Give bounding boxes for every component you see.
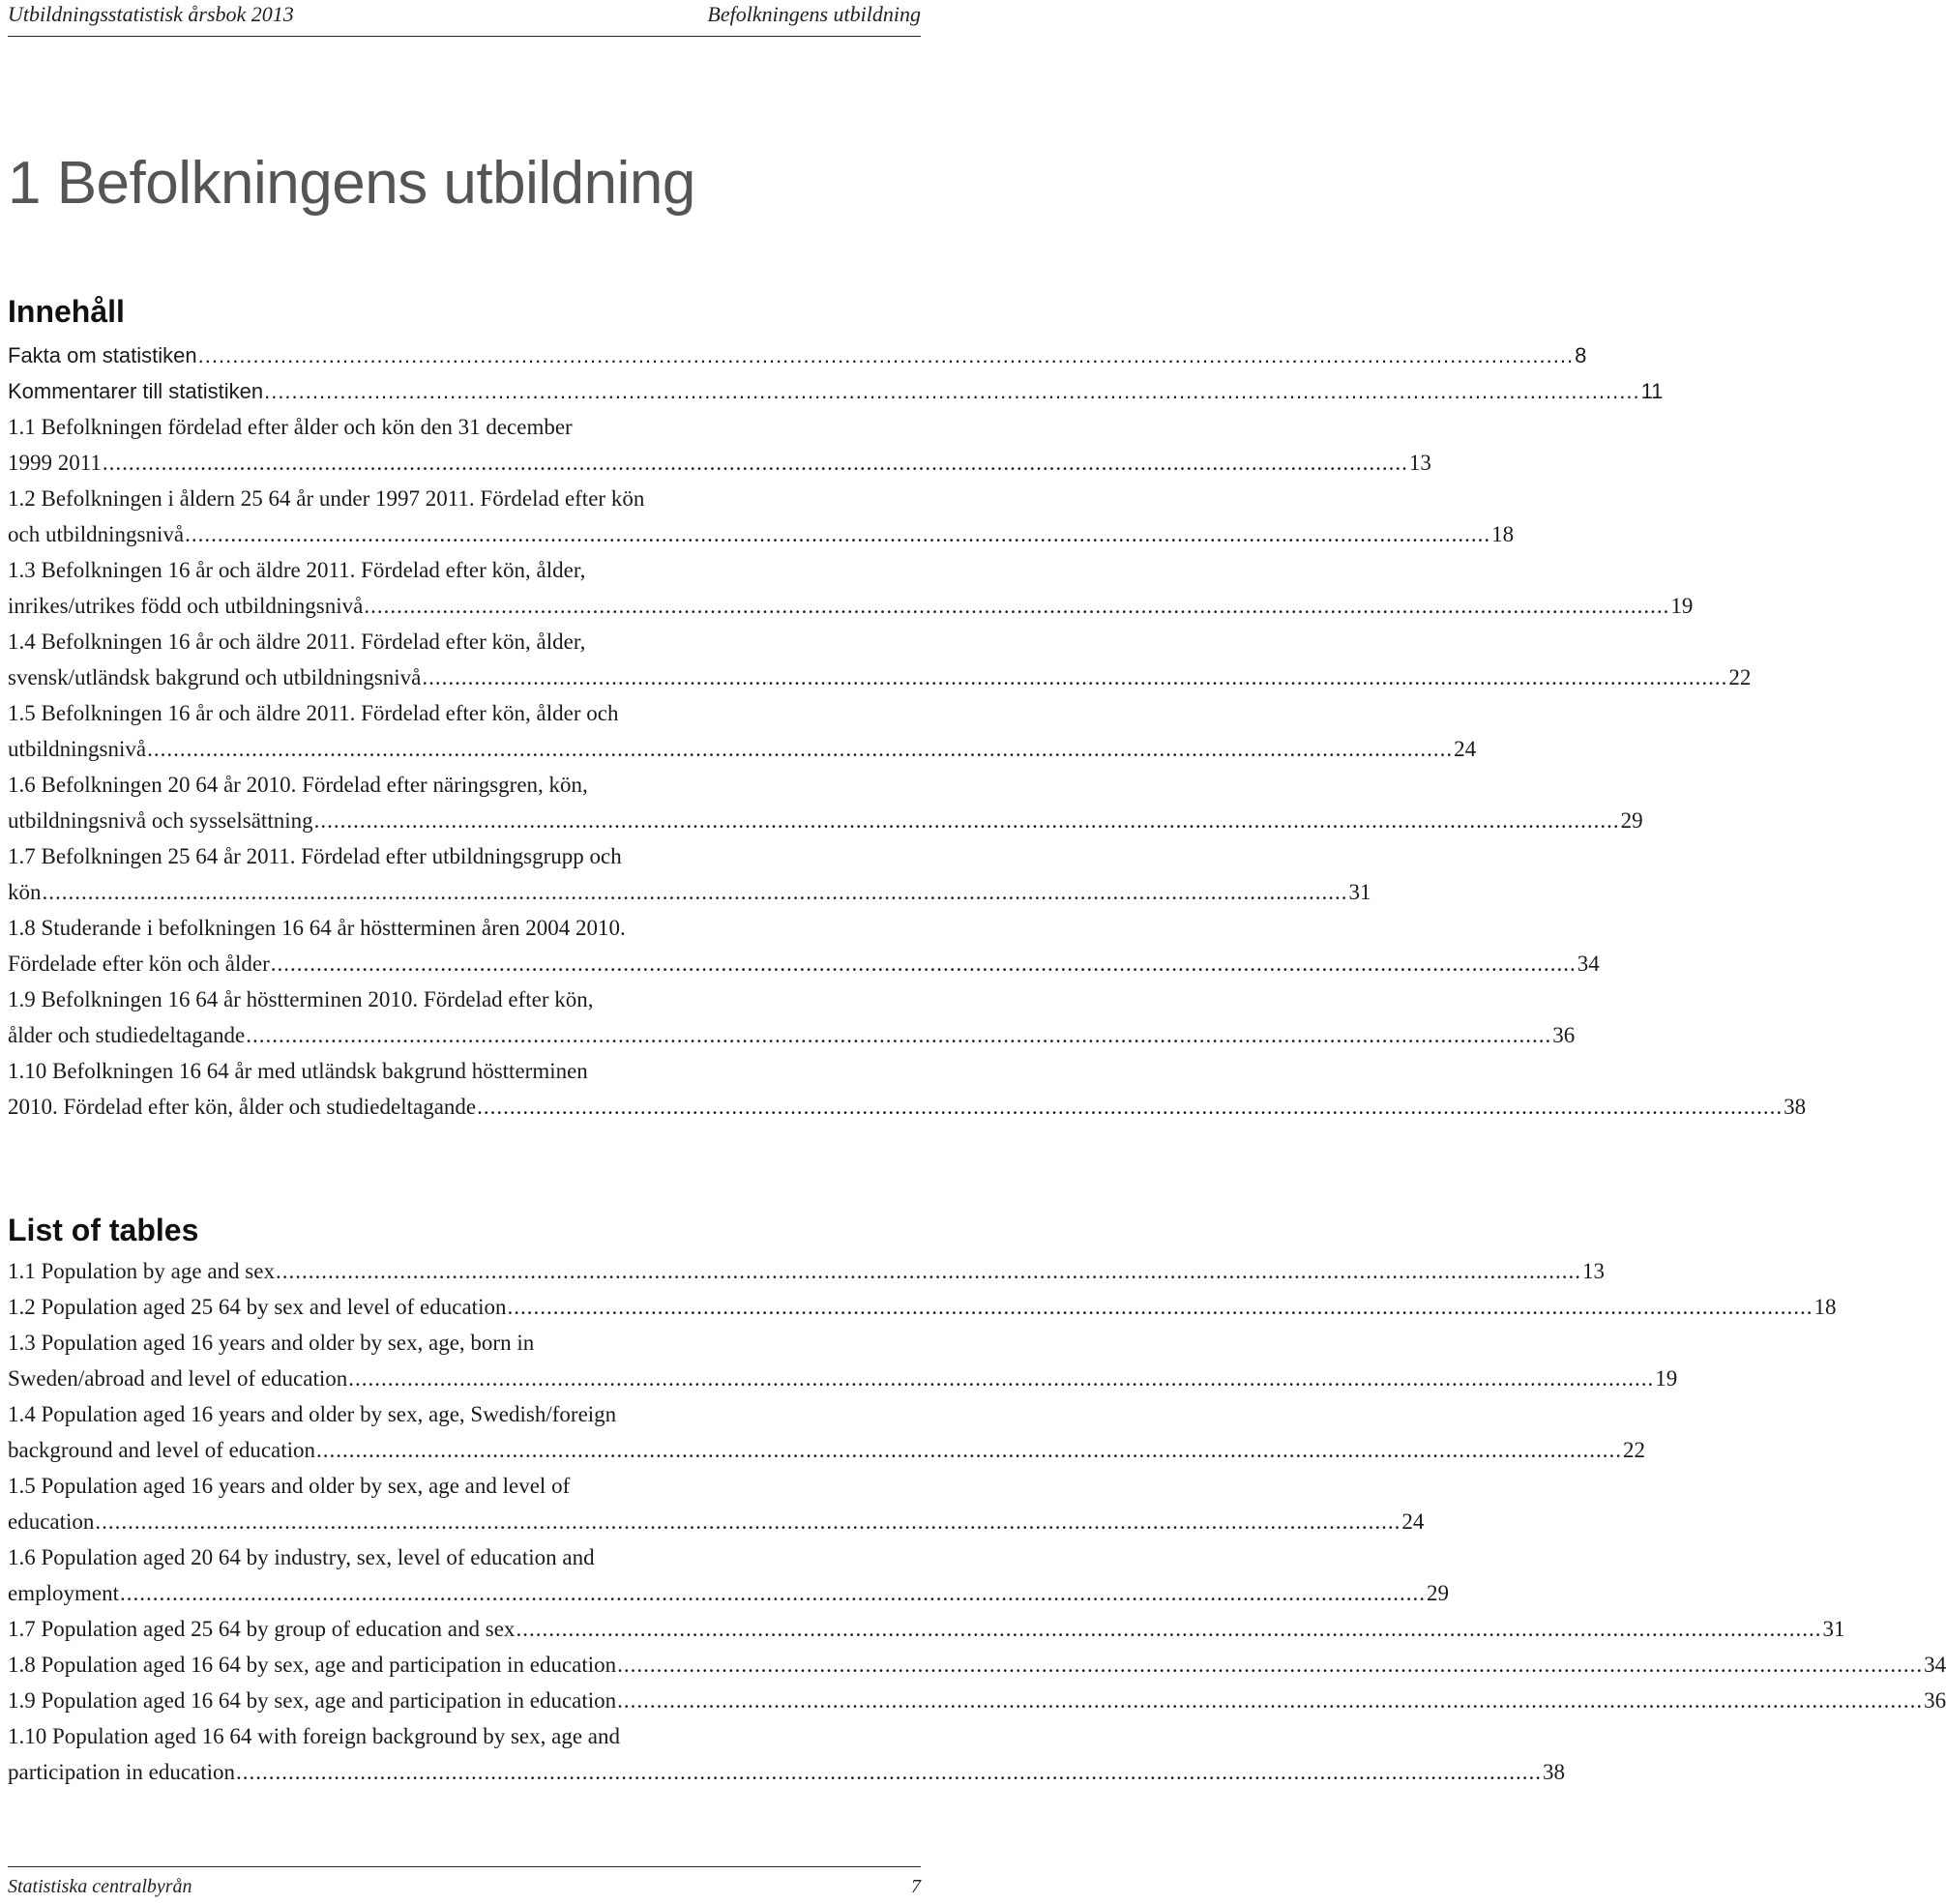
dot-leader: ........................................................................................................................................................................................................: [185, 522, 1491, 546]
toc-entry-title: background and level of education: [8, 1438, 316, 1462]
header-chapter-title: Befolkningens utbildning: [707, 2, 921, 26]
dot-leader: ........................................................................................................................................................................................................: [348, 1366, 1655, 1391]
toc-entry-title: utbildningsnivå: [8, 737, 147, 761]
dot-leader: ........................................................................................................................................................................................................: [316, 1438, 1623, 1462]
toc-entry-title: 1.8 Population aged 16 64 by sex, age and participation in education: [8, 1653, 617, 1677]
toc-entry[interactable]: [8, 552, 1694, 624]
toc-page-number: 34: [1577, 952, 1600, 976]
toc-entry-title: 1.10 Population aged 16 64 with foreign background by sex, age and: [8, 1724, 621, 1748]
toc-page-number: 29: [1426, 1581, 1449, 1605]
dot-leader: ........................................................................................................................................................................................................: [275, 1259, 1581, 1283]
toc-entry[interactable]: [8, 1647, 1946, 1683]
toc-entry-title: 1.3 Befolkningen 16 år och äldre 2011. Fördelad efter kön, ålder,: [8, 558, 586, 582]
dot-leader: ........................................................................................................................................................................................................: [236, 1760, 1543, 1784]
dot-leader: ........................................................................................................................................................................................................: [197, 343, 1575, 367]
toc-entry-title: 1.8 Studerande i befolkningen 16 64 år höstterminen åren 2004 2010.: [8, 916, 626, 940]
toc-entry-title: 1.1 Befolkningen fördelad efter ålder och kön den 31 december: [8, 415, 573, 439]
toc-entry[interactable]: [8, 838, 1371, 910]
toc-entry[interactable]: [8, 981, 1576, 1053]
toc-entry[interactable]: [8, 1289, 1837, 1325]
dot-leader: ........................................................................................................................................................................................................: [516, 1617, 1822, 1641]
toc-entry-title: 1.5 Befolkningen 16 år och äldre 2011. Fördelad efter kön, ålder och: [8, 701, 619, 725]
dot-leader: ........................................................................................................................................................................................................: [507, 1295, 1813, 1319]
toc-entry-title: 1.7 Befolkningen 25 64 år 2011. Fördelad efter utbildningsgrupp och: [8, 844, 622, 868]
dot-leader: ........................................................................................................................................................................................................: [102, 451, 1408, 475]
dot-leader: ........................................................................................................................................................................................................: [270, 952, 1577, 976]
toc-entry-title: Kommentarer till statistiken: [8, 379, 264, 403]
toc-entry-title: 1.6 Befolkningen 20 64 år 2010. Fördelad efter näringsgren, kön,: [8, 773, 588, 797]
toc-page-number: 24: [1454, 737, 1477, 761]
toc-entry-title: 1.10 Befolkningen 16 64 år med utländsk bakgrund höstterminen: [8, 1059, 588, 1083]
toc-entry-title: 1.4 Population aged 16 years and older by sex, age, Swedish/foreign: [8, 1402, 617, 1426]
dot-leader: ........................................................................................................................................................................................................: [477, 1095, 1784, 1119]
toc-entry-title: inrikes/utrikes född och utbildningsnivå: [8, 594, 364, 618]
toc-entry-title: svensk/utländsk bakgrund och utbildningsnivå: [8, 665, 422, 689]
toc-entry[interactable]: [8, 1539, 1449, 1611]
dot-leader: ........................................................................................................................................................................................................: [246, 1023, 1552, 1047]
dot-leader: ........................................................................................................................................................................................................: [364, 594, 1670, 618]
toc-page-number: 18: [1813, 1295, 1837, 1319]
toc-entry[interactable]: [8, 1396, 1646, 1468]
toc-page-number: 22: [1623, 1438, 1646, 1462]
dot-leader: ........................................................................................................................................................................................................: [422, 665, 1728, 689]
toc-entry[interactable]: [8, 1611, 1845, 1647]
page-number: 7: [911, 1876, 921, 1897]
dot-leader: ........................................................................................................................................................................................................: [95, 1509, 1401, 1534]
toc-entry[interactable]: [8, 409, 1431, 481]
tables-list: [8, 1253, 1946, 1790]
toc-entry-title: Fakta om statistiken: [8, 343, 197, 367]
toc-entry-title: och utbildningsnivå: [8, 522, 185, 546]
chapter-title: 1 Befolkningens utbildning: [8, 150, 695, 217]
toc-page-number: 31: [1822, 1617, 1845, 1641]
toc-page-number: 31: [1348, 880, 1371, 904]
toc-entry[interactable]: [8, 695, 1477, 767]
page-footer: [8, 1873, 921, 1900]
toc-page-number: 18: [1491, 522, 1515, 546]
toc-entry[interactable]: [8, 337, 1587, 373]
dot-leader: ........................................................................................................................................................................................................: [617, 1688, 1924, 1713]
header-rule: [8, 36, 921, 37]
toc-entry-title: 1.2 Befolkningen i åldern 25 64 år under 1997 2011. Fördelad efter kön: [8, 486, 645, 511]
toc-entry-title: 1.7 Population aged 25 64 by group of education and sex: [8, 1617, 516, 1641]
toc-entry[interactable]: [8, 1253, 1605, 1289]
toc-entry-title: participation in education: [8, 1760, 236, 1784]
dot-leader: ........................................................................................................................................................................................................: [42, 880, 1348, 904]
toc-entry-title: 1.2 Population aged 25 64 by sex and level of education: [8, 1295, 507, 1319]
footer-rule: [8, 1866, 921, 1867]
dot-leader: ........................................................................................................................................................................................................: [119, 1581, 1426, 1605]
toc-page-number: 19: [1670, 594, 1694, 618]
toc-entry-title: 1.9 Population aged 16 64 by sex, age and participation in education: [8, 1688, 617, 1713]
toc-page-number: 11: [1640, 379, 1664, 403]
dot-leader: ........................................................................................................................................................................................................: [617, 1653, 1924, 1677]
toc-page-number: 19: [1655, 1366, 1678, 1391]
toc-entry[interactable]: [8, 1468, 1425, 1539]
contents-heading: Innehåll: [8, 294, 125, 329]
toc-entry[interactable]: [8, 481, 1515, 552]
toc-entry-title: education: [8, 1509, 95, 1534]
toc-entry-title: 1.4 Befolkningen 16 år och äldre 2011. Fördelad efter kön, ålder,: [8, 630, 586, 654]
toc-page-number: 24: [1401, 1509, 1425, 1534]
toc-entry-title: Sweden/abroad and level of education: [8, 1366, 348, 1391]
toc-entry[interactable]: [8, 767, 1643, 838]
running-header: [8, 0, 921, 29]
toc-page-number: 22: [1728, 665, 1752, 689]
toc-entry-title: 1999 2011: [8, 451, 102, 475]
toc-entry-title: 1.1 Population by age and sex: [8, 1259, 275, 1283]
toc-page-number: 38: [1543, 1760, 1566, 1784]
dot-leader: ........................................................................................................................................................................................................: [147, 737, 1454, 761]
toc-entry[interactable]: [8, 1053, 1807, 1125]
toc-page-number: 38: [1784, 1095, 1807, 1119]
toc-page-number: 13: [1408, 451, 1431, 475]
toc-entry-title: 1.5 Population aged 16 years and older by sex, age and level of: [8, 1474, 571, 1498]
toc-page-number: 13: [1581, 1259, 1605, 1283]
toc-entry-title: kön: [8, 880, 42, 904]
toc-entry-title: employment: [8, 1581, 119, 1605]
toc-entry[interactable]: [8, 1683, 1946, 1718]
toc-entry[interactable]: [8, 624, 1752, 695]
toc-entry-title: Fördelade efter kön och ålder: [8, 952, 270, 976]
toc-entry-title: 1.9 Befolkningen 16 64 år höstterminen 2010. Fördelad efter kön,: [8, 987, 594, 1011]
toc-entry-title: 1.3 Population aged 16 years and older by sex, age, born in: [8, 1331, 535, 1355]
toc-entry-title: 2010. Fördelad efter kön, ålder och studiedeltagande: [8, 1095, 477, 1119]
toc-entry[interactable]: [8, 373, 1664, 409]
toc-entry[interactable]: [8, 910, 1600, 981]
toc-page-number: 34: [1924, 1653, 1946, 1677]
toc-entry-title: 1.6 Population aged 20 64 by industry, sex, level of education and: [8, 1545, 595, 1569]
toc-entry[interactable]: [8, 1325, 1678, 1396]
tables-heading: List of tables: [8, 1213, 199, 1247]
dot-leader: ........................................................................................................................................................................................................: [264, 379, 1640, 403]
toc-entry[interactable]: [8, 1718, 1566, 1790]
toc-page-number: 29: [1620, 808, 1643, 833]
toc-page-number: 36: [1924, 1688, 1946, 1713]
dot-leader: ........................................................................................................................................................................................................: [313, 808, 1620, 833]
toc-page-number: 36: [1552, 1023, 1576, 1047]
contents-list: [8, 337, 1807, 1125]
toc-page-number: 8: [1575, 343, 1587, 367]
footer-publisher: Statistiska centralbyrån: [8, 1876, 192, 1897]
toc-entry-title: ålder och studiedeltagande: [8, 1023, 246, 1047]
header-publication-title: Utbildningsstatistisk årsbok 2013: [8, 2, 294, 26]
toc-entry-title: utbildningsnivå och sysselsättning: [8, 808, 313, 833]
